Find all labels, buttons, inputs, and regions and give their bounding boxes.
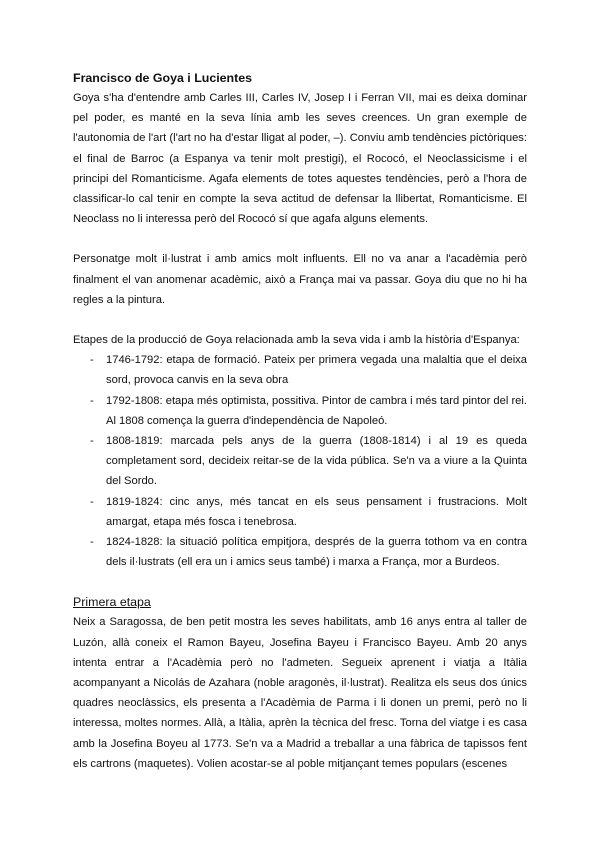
list-item-text: 1824-1828: la situació política empitjora, després de la guerra tothom va en contra dels il·lustrats (ell era un i amics seus també) i marxa a França, mor a Burdeos. [106, 536, 527, 569]
section-heading: Primera etapa [73, 595, 151, 610]
list-item [73, 431, 527, 492]
list-item [73, 391, 527, 431]
stages-list [73, 350, 527, 572]
paragraph-spacer [73, 310, 527, 330]
list-bullet: - [90, 394, 94, 407]
list-bullet: - [90, 495, 94, 508]
intro-paragraph: Goya s'ha d'entendre amb Carles III, Carles IV, Josep I i Ferran VII, mai es deixa dominar pel poder, es manté en la seva línia amb les seves creences. Un gran exemple de l'autonomia de l'art (l'art no ha d'estar lligat al poder, –). Conviu amb tendències pictòriques: el final de Barroc (a Espanya va tenir molt prestigi), el Rococó, el Neoclassicisme i el principi del Romanticisme. Agafa elements de totes aquestes tendències, però a l'hora de classificar-lo cal tenir en compte la seva actitud de defensar la llibertat, Romanticisme. El Neoclass no li interessa però del Rococó sí que agafa alguns elements. [73, 92, 527, 226]
illustrated-paragraph: Personatge molt il·lustrat i amb amics molt influents. Ell no va anar a l'acadèmia però finalment el van anomenar acadèmic, això a França mai va passar. Goya diu que no hi ha regles a la pintura. [73, 253, 527, 306]
list-item-text: 1746-1792: etapa de formació. Pateix per primera vegada una malaltia que el deixa sord, provoca canvis en la seva obra [106, 354, 527, 387]
list-item-text: 1792-1808: etapa més optimista, possitiva. Pintor de cambra i més tard pintor del rei. Al 1808 comença la guerra d'independència de Napoleó. [106, 394, 527, 427]
section-paragraph: Neix a Saragossa, de ben petit mostra les seves habilitats, amb 16 anys entra al taller de Luzón, allà coneix el Ramon Bayeu, Josefina Bayeu i Francisco Bayeu. Amb 20 anys intenta entrar a l'Acadèmia però no l'admeten. Segueix aprenent i viatja a Itàlia acompanyant a Nicolás de Azahara (noble aragonès, il·lustrat). Realitza els seus dos únics quadres neoclàssics, els presenta a l'Acadèmia de Parma i li donen un premi, però no li interessa, moltes normes. Allà, a Itàlia, aprèn la tècnica del fresc. Torna del viatge i es casa amb la Josefina Boyeu al 1773. Se'n va a Madrid a treballar a una fàbrica de tapissos fent els cartrons (maquetes). Volien acostar-se al poble mitjançant temes populars (escenes [73, 616, 527, 770]
list-bullet: - [90, 435, 94, 448]
list-item [73, 350, 527, 390]
list-bullet: - [90, 354, 94, 367]
list-item-text: 1819-1824: cinc anys, més tancat en els seus pensament i frustracions. Molt amargat, etapa més fosca i tenebrosa. [106, 495, 527, 528]
document-title: Francisco de Goya i Lucientes [73, 71, 253, 85]
document-body [73, 68, 527, 774]
list-item [73, 532, 527, 572]
list-item-text: 1808-1819: marcada pels anys de la guerra (1808-1814) i al 19 es queda completament sord, decideix reitar-se de la vida pública. Se'n va a viure a la Quinta del Sordo. [106, 435, 527, 488]
paragraph-spacer [73, 229, 527, 249]
list-item [73, 492, 527, 532]
stages-intro: Etapes de la producció de Goya relacionada amb la seva vida i amb la història d'Espanya: [73, 334, 520, 347]
list-bullet: - [90, 536, 94, 549]
paragraph-spacer [73, 572, 527, 592]
